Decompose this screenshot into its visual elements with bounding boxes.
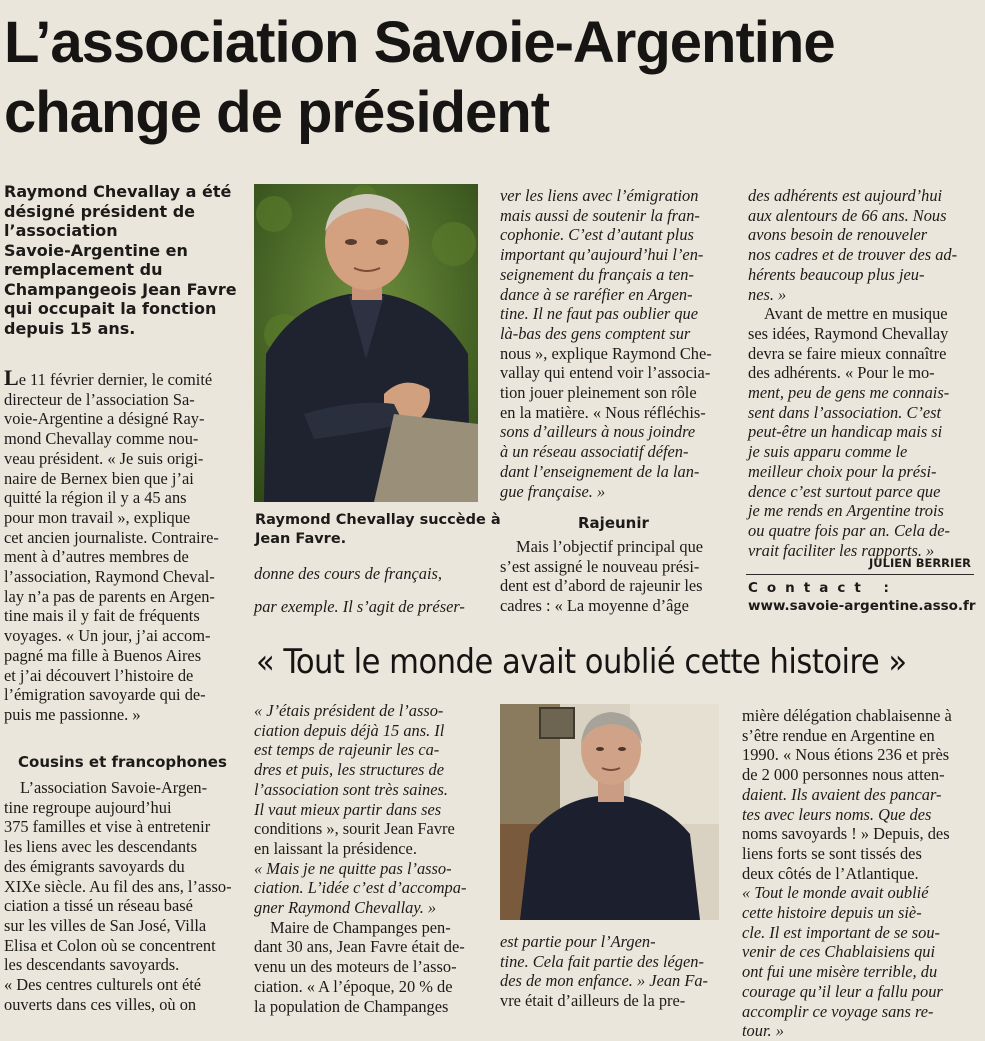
- body-line: l’association sont très saines.: [254, 779, 448, 799]
- body-line: s’est assigné le nouveau prési-: [500, 556, 700, 576]
- body-line: pour mon travail », explique: [4, 507, 191, 527]
- body-line: sons d’ailleurs à nous joindre: [500, 422, 696, 442]
- body-line: cette histoire depuis un siè-: [742, 903, 922, 923]
- article1-column-4: [748, 186, 974, 560]
- body-line: Elisa et Colon où se concentrent: [4, 935, 216, 955]
- body-line: accomplir ce voyage sans re-: [742, 1001, 934, 1021]
- body-line: Le 11 février dernier, le comité: [4, 365, 213, 390]
- body-line: dance à se raréfier en Argen-: [500, 284, 693, 304]
- body-line: quitté la région il y a 45 ans: [4, 488, 187, 508]
- body-line: ciation. « A l’époque, 20 % de: [254, 976, 453, 996]
- body-line: tes avec leurs noms. Que des: [742, 804, 932, 824]
- lead-line: remplacement du: [4, 260, 163, 279]
- body-line: est partie pour l’Argen-: [500, 932, 656, 951]
- body-line: ouverts dans ces villes, où on: [4, 994, 197, 1014]
- lead-line: l’association: [4, 221, 118, 240]
- article2-column-3: [500, 932, 722, 1011]
- body-line: naire de Bernex bien que j’ai: [4, 468, 194, 488]
- body-line: les descendants savoyards.: [4, 955, 180, 975]
- caption-line: Raymond Chevallay succède à: [255, 512, 501, 528]
- body-line: « Mais je ne quitte pas l’asso-: [254, 858, 452, 878]
- body-line: cet ancien journaliste. Contraire-: [4, 527, 219, 547]
- body-line: deux côtés de l’Atlantique.: [742, 863, 919, 883]
- body-line: ment, peu de gens me connais-: [748, 383, 950, 403]
- body-line: par exemple. Il s’agit de préser-: [254, 597, 465, 616]
- headline-line-2: change de président: [4, 80, 550, 145]
- body-line: seignement du français a ten-: [500, 264, 694, 284]
- body-line: à un réseau associatif défen-: [500, 442, 689, 462]
- photo-raymond-chevallay: [254, 184, 478, 502]
- body-line: cadres : « La moyenne d’âge: [500, 596, 689, 616]
- body-line: voie-Argentine a désigné Ray-: [4, 409, 205, 429]
- body-line: tine regroupe aujourd’hui: [4, 797, 172, 817]
- body-line: L’association Savoie-Argen-: [20, 778, 208, 797]
- body-line: ciation depuis déjà 15 ans. Il: [254, 720, 445, 740]
- body-line: vre était d’ailleurs de la pre-: [500, 991, 686, 1011]
- quote-headline: « Tout le monde avait oublié cette histoire »: [256, 642, 907, 682]
- body-line: important qu’aujourd’hui l’en-: [500, 245, 704, 265]
- body-line: mière délégation chablaisenne à: [742, 706, 952, 725]
- body-line: ses idées, Raymond Chevallay: [748, 323, 949, 343]
- body-line: tine. Il ne faut pas oublier que: [500, 304, 699, 324]
- lead-line: Raymond Chevallay a été: [4, 182, 232, 201]
- body-line: aux alentours de 66 ans. Nous: [748, 205, 947, 225]
- portrait-illustration: [254, 184, 478, 502]
- body-line: ment à d’autres membres de: [4, 547, 189, 567]
- body-line: liens forts se sont tissés des: [742, 843, 922, 863]
- lead-line: Savoie-Argentine en: [4, 240, 188, 260]
- subhead-rajeunir: Rajeunir: [578, 514, 649, 532]
- body-line: de 2 000 personnes nous atten-: [742, 765, 945, 785]
- article1-column-1: [4, 365, 233, 725]
- body-line: sent dans l’association. C’est: [748, 402, 942, 422]
- body-line: des de mon enfance. » Jean Fa-: [500, 971, 708, 991]
- body-line: des émigrants savoyards du: [4, 856, 185, 876]
- body-line: XIXe siècle. Au fil des ans, l’asso-: [4, 876, 232, 896]
- lead-paragraph: [4, 182, 244, 338]
- body-line: je suis apparu comme le: [748, 442, 908, 462]
- body-line: Maire de Champanges pen-: [270, 917, 451, 937]
- article2-column-2: [254, 701, 478, 1016]
- article1-column-3: [500, 186, 726, 501]
- body-line: tour. »: [742, 1021, 784, 1041]
- body-line: ou quatre fois par an. Cela de-: [748, 520, 950, 540]
- body-line: dant l’enseignement de la lan-: [500, 461, 700, 481]
- author-signature: JULIEN BERRIER: [869, 556, 972, 570]
- headline-line-1: L’association Savoie-Argentine: [4, 10, 835, 75]
- body-line: cle. Il est important de se sou-: [742, 922, 941, 942]
- body-line: est temps de rajeunir les ca-: [254, 740, 440, 760]
- body-line: directeur de l’association Sa-: [4, 389, 195, 409]
- body-line: Avant de mettre en musique: [764, 304, 948, 324]
- body-line: « Tout le monde avait oublié: [742, 883, 929, 903]
- body-line: donne des cours de français,: [254, 564, 443, 583]
- body-line: avons besoin de renouveler: [748, 225, 928, 245]
- body-line: 375 familles et vise à entretenir: [4, 817, 211, 837]
- body-line: la population de Champanges: [254, 996, 449, 1016]
- body-line: lay n’a pas de parents en Argen-: [4, 586, 215, 606]
- body-line: dres et puis, les structures de: [254, 760, 444, 780]
- body-line: vallay qui entend voir l’associa-: [500, 363, 711, 383]
- body-line: meilleur choix pour la prési-: [748, 461, 937, 481]
- article1-column-1-continued: [4, 778, 233, 1014]
- body-line: des adhérents est aujourd’hui: [748, 186, 943, 205]
- body-line: courage qu’il leur a fallu pour: [742, 981, 943, 1001]
- body-line: en la matière. « Nous réfléchis-: [500, 402, 706, 422]
- body-line: peut-être un handicap mais si: [748, 422, 943, 442]
- photo-jean-favre: [500, 704, 719, 920]
- lead-line: Champangeois Jean Favre: [4, 279, 237, 299]
- body-line: « J’étais président de l’asso-: [254, 701, 444, 720]
- contact-url[interactable]: www.savoie-argentine.asso.fr: [748, 598, 976, 614]
- body-line: vrait faciliter les rapports. »: [748, 540, 935, 560]
- contact-label: Contact :: [748, 580, 898, 596]
- body-line: je me rends en Argentine trois: [748, 501, 944, 521]
- subhead-cousins: Cousins et francophones: [18, 753, 227, 771]
- body-line: « Des centres culturels ont été: [4, 975, 202, 995]
- body-line: ciation. L’idée c’est d’accompa-: [254, 878, 467, 898]
- body-line: ver les liens avec l’émigration: [500, 186, 699, 205]
- body-line: en laissant la présidence.: [254, 838, 417, 858]
- body-line: tion jouer pleinement son rôle: [500, 383, 697, 403]
- body-line: noms savoyards ! » Depuis, des: [742, 824, 950, 844]
- body-line: devra se faire mieux connaître: [748, 343, 947, 363]
- body-line: 1990. « Nous étions 236 et près: [742, 745, 950, 765]
- body-line: les liens avec les descendants: [4, 837, 197, 857]
- body-line: sur les villes de San José, Villa: [4, 915, 207, 935]
- article1-column-3-continued: [500, 537, 726, 616]
- body-line: nos cadres et de trouver des ad-: [748, 245, 958, 265]
- body-line: tine. Cela fait partie des légen-: [500, 951, 704, 971]
- body-line: veau président. « Je suis origi-: [4, 448, 204, 468]
- body-line: et j’ai découvert l’histoire de: [4, 665, 194, 685]
- body-line: voyages. « Un jour, j’ai accom-: [4, 626, 211, 646]
- lead-line: qui occupait la fonction: [4, 299, 217, 318]
- article2-column-4: [742, 706, 970, 1041]
- body-line: pagné ma fille à Buenos Aires: [4, 645, 202, 665]
- drop-cap: L: [4, 365, 19, 390]
- body-line: venir de ces Chablaisiens qui: [742, 942, 936, 962]
- body-line: ont fui une misère terrible, du: [742, 962, 938, 982]
- body-line: cophonie. C’est d’autant plus: [500, 225, 694, 245]
- body-line: tine mais il y fait de fréquents: [4, 606, 200, 626]
- body-line: daient. Ils avaient des pancar-: [742, 784, 942, 804]
- body-line: mais aussi de soutenir la fran-: [500, 205, 700, 225]
- body-line: des adhérents. « Pour le mo-: [748, 363, 935, 383]
- portrait-illustration: [500, 704, 719, 920]
- body-line: s’être rendue en Argentine en: [742, 725, 935, 745]
- photo-caption: [255, 511, 501, 549]
- body-line: là-bas des gens comptent sur: [500, 323, 691, 343]
- body-line: dant 30 ans, Jean Favre était de-: [254, 937, 465, 957]
- body-line: puis me passionne. »: [4, 704, 141, 724]
- body-line: conditions », sourit Jean Favre: [254, 819, 455, 839]
- body-line: nous », explique Raymond Che-: [500, 343, 712, 363]
- body-line: l’émigration savoyarde qui de-: [4, 685, 206, 705]
- caption-line: Jean Favre.: [255, 531, 347, 547]
- body-line: Il vaut mieux partir dans ses: [254, 799, 442, 819]
- body-line: mond Chevallay comme nou-: [4, 429, 199, 449]
- body-line: ciation a tissé un réseau basé: [4, 896, 193, 916]
- body-line: venu un des moteurs de l’asso-: [254, 957, 457, 977]
- body-line: dent est d’abord de rajeunir les: [500, 576, 703, 596]
- lead-line: depuis 15 ans.: [4, 318, 136, 338]
- body-line: Mais l’objectif principal que: [516, 537, 704, 556]
- body-line: nes. »: [748, 284, 787, 304]
- body-line: gner Raymond Chevallay. »: [254, 898, 437, 918]
- lead-line: désigné président de: [4, 201, 195, 221]
- signature-divider: [746, 574, 974, 575]
- body-line: gue française. »: [500, 481, 606, 501]
- body-line: l’association, Raymond Cheval-: [4, 567, 215, 587]
- body-line: hérents beaucoup plus jeu-: [748, 264, 925, 284]
- body-line: dence c’est surtout parce que: [748, 481, 941, 501]
- article1-column-2: [254, 557, 476, 623]
